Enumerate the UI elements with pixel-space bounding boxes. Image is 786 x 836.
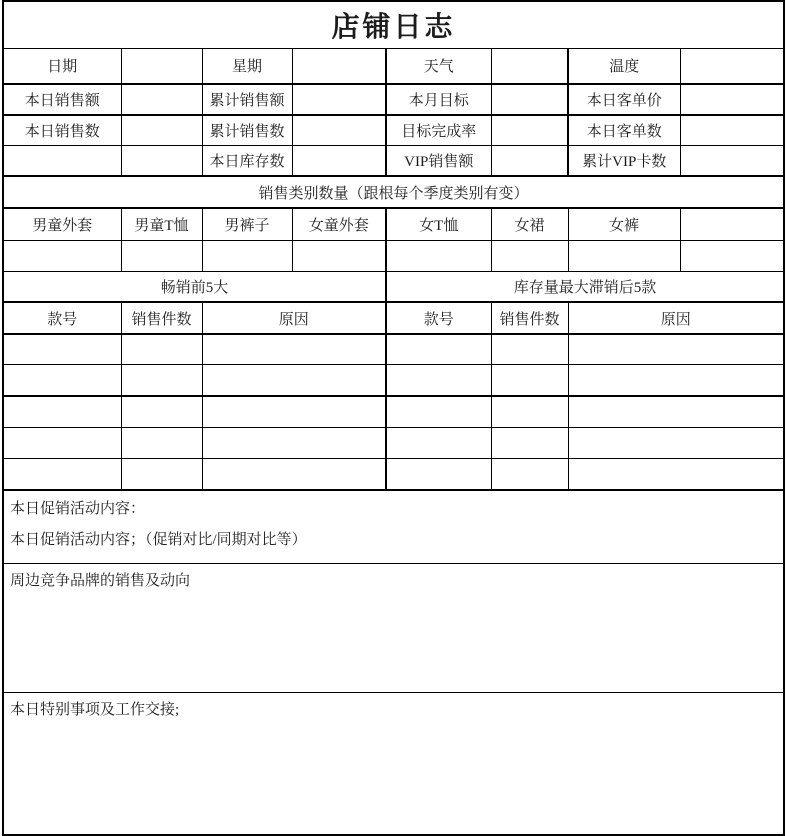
page-title: 店铺日志 [3,1,784,48]
reason-cell [202,427,386,458]
handover-section-row [3,693,784,835]
ranking-data-row [3,458,784,490]
competitor-section [3,564,784,693]
reason-cell [568,396,784,427]
category-label-boys-tshirt: 男童T恤 [121,208,202,240]
style-number-cell [386,396,491,427]
category-quantity-cell [680,240,784,271]
handover-section [3,693,784,835]
promo-section [3,490,784,564]
style-number-cell [3,458,121,490]
style-number-cell [3,396,121,427]
reason-cell [568,334,784,364]
today-inventory-count-label: 本日库存数 [202,145,292,176]
empty-value-cell [121,145,202,176]
vip-sales-amount-label: VIP销售额 [386,145,491,176]
title-row [3,1,784,48]
category-label-boys-pants: 男裤子 [202,208,292,240]
cumulative-vip-cards-value-cell [680,145,784,176]
units-sold-cell [491,334,568,364]
store-log-form [2,0,785,836]
units-sold-cell [121,427,202,458]
category-label-girls-jacket: 女童外套 [292,208,386,240]
handover-title: 本日特别事项及工作交接; [10,702,180,718]
monthly-target-label: 本月目标 [386,84,491,115]
category-section-header: 销售类别数量（跟根每个季度类别有变） [3,176,784,208]
monthly-target-value-cell [491,84,568,115]
rankings-header-row [3,271,784,302]
style-number-cell [386,458,491,490]
temperature-label: 温度 [568,48,680,84]
summary-row-1 [3,48,784,84]
slow-movers-header: 库存量最大滞销后5款 [386,271,784,302]
style-number-cell [3,427,121,458]
units-sold-cell [491,364,568,396]
target-completion-rate-label: 目标完成率 [386,115,491,145]
today-sales-count-value-cell [121,115,202,145]
reason-label: 原因 [568,302,784,334]
style-number-cell [386,364,491,396]
category-quantity-cell [568,240,680,271]
category-label-girls-pants: 女裤 [568,208,680,240]
ranking-data-row [3,364,784,396]
bestsellers-header: 畅销前5大 [3,271,386,302]
weather-value-cell [491,48,568,84]
style-number-label: 款号 [3,302,121,334]
cumulative-sales-amount-label: 累计销售额 [202,84,292,115]
units-sold-label: 销售件数 [491,302,568,334]
today-sales-amount-value-cell [121,84,202,115]
style-number-cell [3,364,121,396]
empty-label-cell [3,145,121,176]
rankings-column-header-row [3,302,784,334]
reason-label: 原因 [202,302,386,334]
promo-section-row [3,490,784,564]
category-quantity-cell [386,240,491,271]
temperature-value-cell [680,48,784,84]
category-quantity-cell [121,240,202,271]
units-sold-cell [491,396,568,427]
today-avg-ticket-label: 本日客单价 [568,84,680,115]
summary-row-4 [3,145,784,176]
category-label-girls-skirt: 女裙 [491,208,568,240]
cumulative-sales-count-label: 累计销售数 [202,115,292,145]
cumulative-vip-cards-label: 累计VIP卡数 [568,145,680,176]
cumulative-sales-count-value-cell [292,115,386,145]
reason-cell [568,458,784,490]
reason-cell [202,334,386,364]
promo-detail: 本日促销活动内容；（促销对比/同期对比等） [10,532,307,548]
reason-cell [202,458,386,490]
category-label-girls-tshirt: 女T恤 [386,208,491,240]
category-quantity-row [3,240,784,271]
today-sales-count-label: 本日销售数 [3,115,121,145]
cumulative-sales-amount-value-cell [292,84,386,115]
competitor-title: 周边竞争品牌的销售及动向 [10,573,191,589]
style-number-cell [3,334,121,364]
units-sold-cell [121,396,202,427]
weekday-value-cell [292,48,386,84]
summary-row-2 [3,84,784,115]
date-label: 日期 [3,48,121,84]
category-label-row [3,208,784,240]
today-customer-count-value-cell [680,115,784,145]
category-label-spare [680,208,784,240]
units-sold-cell [121,364,202,396]
today-customer-count-label: 本日客单数 [568,115,680,145]
reason-cell [202,364,386,396]
category-quantity-cell [292,240,386,271]
target-completion-rate-value-cell [491,115,568,145]
weekday-label: 星期 [202,48,292,84]
category-quantity-cell [3,240,121,271]
units-sold-cell [491,427,568,458]
today-sales-amount-label: 本日销售额 [3,84,121,115]
category-quantity-cell [491,240,568,271]
category-section-header-row [3,176,784,208]
reason-cell [568,364,784,396]
units-sold-cell [491,458,568,490]
units-sold-cell [121,334,202,364]
promo-title: 本日促销活动内容： [10,501,146,517]
reason-cell [202,396,386,427]
ranking-data-row [3,427,784,458]
style-number-cell [386,334,491,364]
style-number-label: 款号 [386,302,491,334]
summary-row-3 [3,115,784,145]
units-sold-label: 销售件数 [121,302,202,334]
category-label-boys-jacket: 男童外套 [3,208,121,240]
today-inventory-count-value-cell [292,145,386,176]
today-avg-ticket-value-cell [680,84,784,115]
ranking-data-row [3,334,784,364]
units-sold-cell [121,458,202,490]
ranking-data-row [3,396,784,427]
reason-cell [568,427,784,458]
vip-sales-amount-value-cell [491,145,568,176]
category-quantity-cell [202,240,292,271]
date-value-cell [121,48,202,84]
competitor-section-row [3,564,784,693]
style-number-cell [386,427,491,458]
weather-label: 天气 [386,48,491,84]
